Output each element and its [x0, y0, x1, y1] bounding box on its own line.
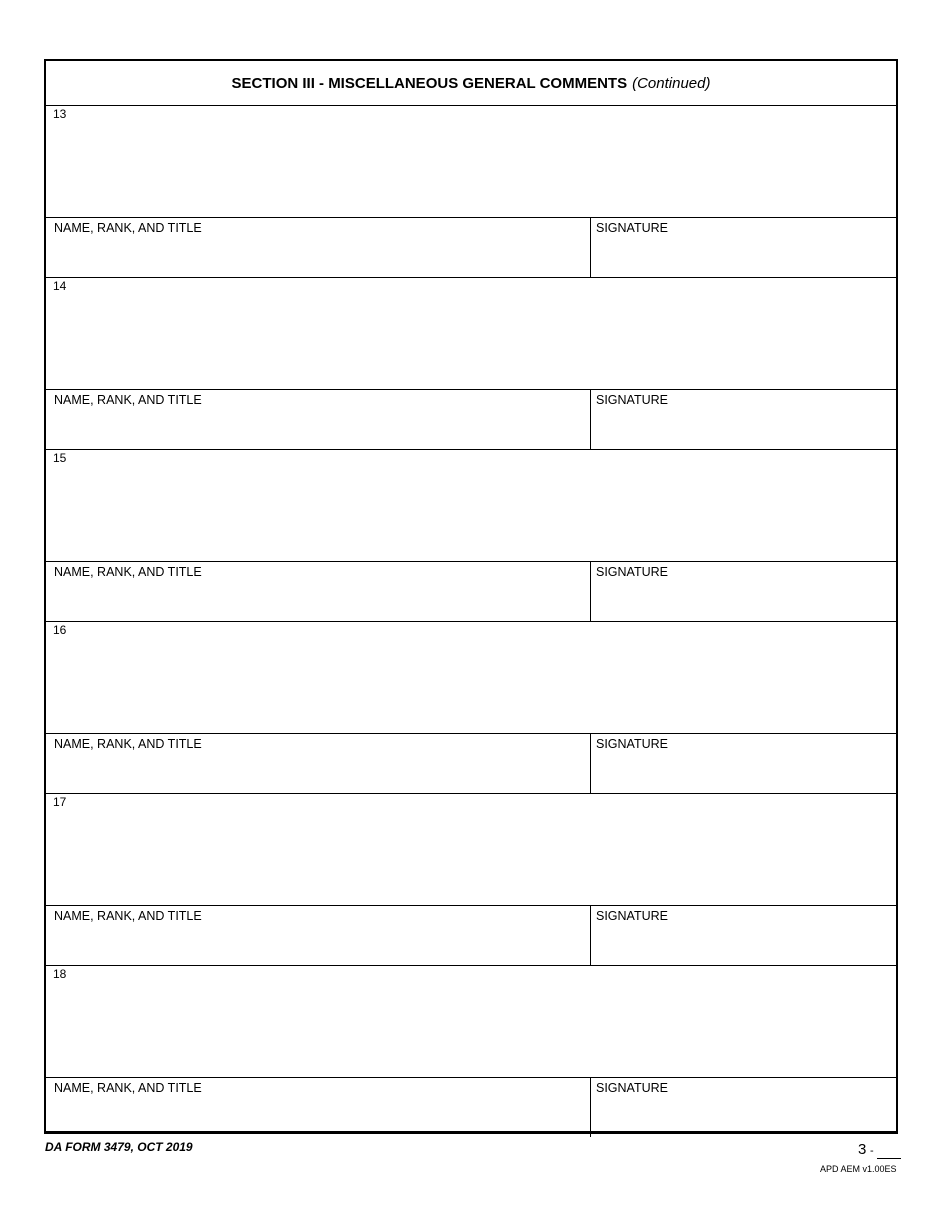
page-number: 3 — [858, 1141, 867, 1158]
comment-number: 18 — [53, 967, 67, 981]
section-continued: (Continued) — [632, 74, 711, 92]
signature-field[interactable]: SIGNATURE — [596, 221, 668, 235]
comment-entry — [46, 622, 896, 794]
comment-field[interactable] — [46, 622, 896, 734]
name-rank-title-field[interactable]: NAME, RANK, AND TITLE — [46, 906, 591, 965]
signature-row — [46, 562, 896, 622]
comment-entry — [46, 450, 896, 622]
section-header — [46, 61, 896, 106]
comment-number: 15 — [53, 451, 67, 465]
name-rank-title-field[interactable]: NAME, RANK, AND TITLE — [46, 218, 591, 277]
comment-entry — [46, 278, 896, 450]
signature-row — [46, 734, 896, 794]
page-separator: - — [870, 1145, 874, 1157]
apd-version: APD AEM v1.00ES — [820, 1164, 897, 1174]
signature-field[interactable]: SIGNATURE — [596, 393, 668, 407]
comment-field[interactable] — [46, 450, 896, 562]
signature-row — [46, 218, 896, 278]
signature-field[interactable]: SIGNATURE — [596, 565, 668, 579]
comment-number: 13 — [53, 107, 67, 121]
section-title: SECTION III - MISCELLANEOUS GENERAL COMMENTS — [231, 74, 628, 92]
comment-field[interactable] — [46, 278, 896, 390]
comment-number: 14 — [53, 279, 67, 293]
signature-row — [46, 390, 896, 450]
comment-entry — [46, 794, 896, 966]
form-page — [44, 59, 898, 1134]
page-total-line — [877, 1158, 901, 1159]
name-rank-title-field[interactable]: NAME, RANK, AND TITLE — [46, 1078, 591, 1137]
comment-number: 17 — [53, 795, 67, 809]
comment-field[interactable] — [46, 794, 896, 906]
signature-row — [46, 1078, 896, 1137]
signature-field[interactable]: SIGNATURE — [596, 909, 668, 923]
comment-field[interactable] — [46, 966, 896, 1078]
name-rank-title-field[interactable]: NAME, RANK, AND TITLE — [46, 734, 591, 793]
comment-entry — [46, 106, 896, 278]
form-identifier: DA FORM 3479, OCT 2019 — [45, 1140, 193, 1154]
signature-field[interactable]: SIGNATURE — [596, 737, 668, 751]
comment-entry — [46, 966, 896, 1137]
comment-field[interactable] — [46, 106, 896, 218]
signature-field[interactable]: SIGNATURE — [596, 1081, 668, 1095]
signature-row — [46, 906, 896, 966]
name-rank-title-field[interactable]: NAME, RANK, AND TITLE — [46, 390, 591, 449]
name-rank-title-field[interactable]: NAME, RANK, AND TITLE — [46, 562, 591, 621]
comment-number: 16 — [53, 623, 67, 637]
